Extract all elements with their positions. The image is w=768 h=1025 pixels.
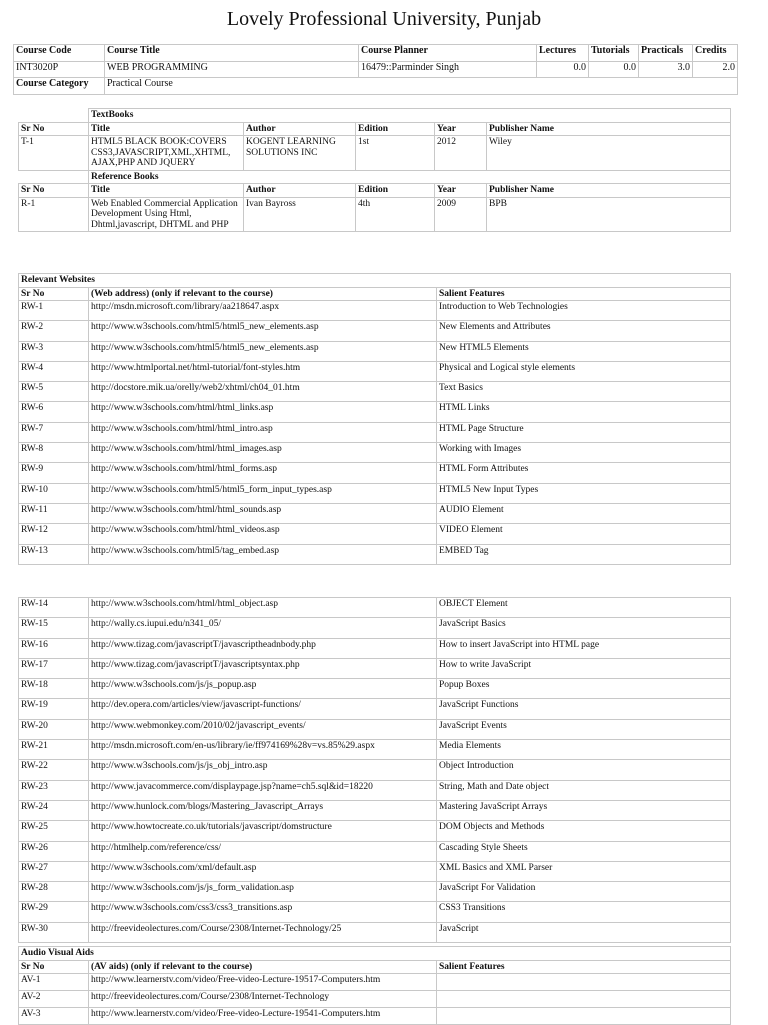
website-row-features: Object Introduction — [437, 760, 731, 780]
website-row-features: Mastering JavaScript Arrays — [437, 800, 731, 820]
website-row-address: http://www.w3schools.com/html/html_links.asp — [89, 402, 437, 422]
websites-header-srno: Sr No — [19, 287, 89, 301]
relevant-websites-table — [18, 273, 731, 565]
website-row-address: http://www.howtocreate.co.uk/tutorials/javascript/domstructure — [89, 821, 437, 841]
tutorials-value: 0.0 — [589, 61, 639, 78]
textbooks-header-author: Author — [244, 122, 356, 136]
website-row — [19, 922, 731, 942]
website-row-address: http://www.w3schools.com/html/html_images.asp — [89, 443, 437, 463]
website-row-features: String, Math and Date object — [437, 780, 731, 800]
av-row-features — [437, 974, 731, 991]
website-row — [19, 780, 731, 800]
av-row-srno: AV-1 — [19, 974, 89, 991]
av-row-address: http://www.learnerstv.com/video/Free-video-Lecture-19517-Computers.htm — [89, 974, 437, 991]
website-row-srno: RW-25 — [19, 821, 89, 841]
website-row — [19, 658, 731, 678]
website-row-address: http://msdn.microsoft.com/library/aa218647.aspx — [89, 301, 437, 321]
website-row-features: Media Elements — [437, 740, 731, 760]
website-row-srno: RW-16 — [19, 638, 89, 658]
books-table — [18, 108, 731, 232]
course-category-label: Course Category — [14, 78, 105, 95]
website-row-address: http://www.tizag.com/javascriptT/javascriptheadnbody.php — [89, 638, 437, 658]
website-row-srno: RW-15 — [19, 618, 89, 638]
website-row-address: http://www.webmonkey.com/2010/02/javascript_events/ — [89, 719, 437, 739]
website-row-srno: RW-20 — [19, 719, 89, 739]
website-row — [19, 861, 731, 881]
reference-edition: 4th — [356, 197, 435, 232]
av-row — [19, 991, 731, 1008]
website-row-srno: RW-24 — [19, 800, 89, 820]
reference-header-edition: Edition — [356, 184, 435, 198]
website-row-srno: RW-14 — [19, 598, 89, 618]
course-value-row — [14, 61, 738, 78]
websites-section-row — [19, 274, 731, 288]
website-row-address: http://www.w3schools.com/html5/html5_form_input_types.asp — [89, 483, 437, 503]
website-row-features: HTML Links — [437, 402, 731, 422]
website-row-srno: RW-8 — [19, 443, 89, 463]
website-row-address: http://docstore.mik.ua/orelly/web2/xhtml/ch04_01.htm — [89, 382, 437, 402]
website-row-srno: RW-26 — [19, 841, 89, 861]
website-row-features: Popup Boxes — [437, 679, 731, 699]
header-course-code: Course Code — [14, 45, 105, 62]
credits-value: 2.0 — [693, 61, 738, 78]
website-row-features: JavaScript — [437, 922, 731, 942]
website-row-features: JavaScript Events — [437, 719, 731, 739]
reference-header-row — [19, 184, 731, 198]
website-row-features: XML Basics and XML Parser — [437, 861, 731, 881]
website-row-srno: RW-28 — [19, 882, 89, 902]
website-row-features: How to insert JavaScript into HTML page — [437, 638, 731, 658]
website-row — [19, 618, 731, 638]
textbooks-section-row — [19, 109, 731, 123]
website-row-address: http://www.w3schools.com/js/js_obj_intro.asp — [89, 760, 437, 780]
website-row-features: Working with Images — [437, 443, 731, 463]
textbooks-header-publisher: Publisher Name — [487, 122, 731, 136]
reference-section-title: Reference Books — [89, 170, 731, 184]
website-row-srno: RW-4 — [19, 361, 89, 381]
textbooks-section-title: TextBooks — [89, 109, 731, 123]
textbook-edition: 1st — [356, 136, 435, 171]
av-section-row — [19, 947, 731, 961]
reference-header-publisher: Publisher Name — [487, 184, 731, 198]
website-row-features: Text Basics — [437, 382, 731, 402]
website-row-srno: RW-11 — [19, 503, 89, 523]
website-row — [19, 341, 731, 361]
websites-header-features: Salient Features — [437, 287, 731, 301]
website-row-address: http://www.w3schools.com/js/js_popup.asp — [89, 679, 437, 699]
websites-header-address: (Web address) (only if relevant to the course) — [89, 287, 437, 301]
website-row-srno: RW-10 — [19, 483, 89, 503]
website-row — [19, 361, 731, 381]
av-row-features — [437, 1008, 731, 1025]
website-row-address: http://wally.cs.iupui.edu/n341_05/ — [89, 618, 437, 638]
textbook-row — [19, 136, 731, 171]
website-row-srno: RW-23 — [19, 780, 89, 800]
website-row — [19, 800, 731, 820]
websites-section-title: Relevant Websites — [19, 274, 731, 288]
website-row-srno: RW-27 — [19, 861, 89, 881]
av-row — [19, 1008, 731, 1025]
reference-srno: R-1 — [19, 197, 89, 232]
website-row-srno: RW-5 — [19, 382, 89, 402]
textbook-title: HTML5 BLACK BOOK:COVERS CSS3,JAVASCRIPT,XML,XHTML, AJAX,PHP AND JQUERY — [89, 136, 244, 171]
website-row-features: VIDEO Element — [437, 524, 731, 544]
website-row-features: HTML Form Attributes — [437, 463, 731, 483]
website-row-features: EMBED Tag — [437, 544, 731, 564]
website-row-features: New HTML5 Elements — [437, 341, 731, 361]
website-row-address: http://www.htmlportal.net/html-tutorial/font-styles.htm — [89, 361, 437, 381]
website-row-features: JavaScript Functions — [437, 699, 731, 719]
av-row-srno: AV-2 — [19, 991, 89, 1008]
header-course-title: Course Title — [105, 45, 359, 62]
website-row-address: http://www.w3schools.com/html5/html5_new_elements.asp — [89, 341, 437, 361]
website-row — [19, 463, 731, 483]
website-row — [19, 882, 731, 902]
website-row-features: OBJECT Element — [437, 598, 731, 618]
course-header-row — [14, 45, 738, 62]
website-row-srno: RW-22 — [19, 760, 89, 780]
website-row — [19, 544, 731, 564]
website-row-srno: RW-19 — [19, 699, 89, 719]
website-row — [19, 483, 731, 503]
website-row-features: AUDIO Element — [437, 503, 731, 523]
av-row — [19, 974, 731, 991]
website-row-address: http://freevideolectures.com/Course/2308/Internet-Technology/25 — [89, 922, 437, 942]
textbook-author: KOGENT LEARNING SOLUTIONS INC — [244, 136, 356, 171]
website-row — [19, 841, 731, 861]
website-row-address: http://www.w3schools.com/html5/tag_embed.asp — [89, 544, 437, 564]
website-row-srno: RW-18 — [19, 679, 89, 699]
course-code: INT3020P — [14, 61, 105, 78]
website-row — [19, 760, 731, 780]
header-course-planner: Course Planner — [359, 45, 537, 62]
website-row-srno: RW-13 — [19, 544, 89, 564]
course-planner: 16479::Parminder Singh — [359, 61, 537, 78]
header-practicals: Practicals — [639, 45, 693, 62]
website-row — [19, 422, 731, 442]
website-row-srno: RW-29 — [19, 902, 89, 922]
reference-header-srno: Sr No — [19, 184, 89, 198]
av-row-features — [437, 991, 731, 1008]
textbook-srno: T-1 — [19, 136, 89, 171]
av-header-row — [19, 960, 731, 974]
textbooks-header-title: Title — [89, 122, 244, 136]
website-row-features: Physical and Logical style elements — [437, 361, 731, 381]
website-row-srno: RW-7 — [19, 422, 89, 442]
website-row — [19, 821, 731, 841]
website-row — [19, 679, 731, 699]
website-row — [19, 443, 731, 463]
website-row-srno: RW-2 — [19, 321, 89, 341]
website-row-address: http://www.javacommerce.com/displaypage.jsp?name=ch5.sql&id=18220 — [89, 780, 437, 800]
website-row-address: http://www.w3schools.com/js/js_form_validation.asp — [89, 882, 437, 902]
website-row-address: http://msdn.microsoft.com/en-us/library/ie/ff974169%28v=vs.85%29.aspx — [89, 740, 437, 760]
textbook-publisher: Wiley — [487, 136, 731, 171]
website-row — [19, 503, 731, 523]
textbook-year: 2012 — [435, 136, 487, 171]
textbooks-header-edition: Edition — [356, 122, 435, 136]
website-row — [19, 699, 731, 719]
website-row — [19, 382, 731, 402]
website-row-features: DOM Objects and Methods — [437, 821, 731, 841]
website-row — [19, 902, 731, 922]
website-row-srno: RW-12 — [19, 524, 89, 544]
website-row-features: How to write JavaScript — [437, 658, 731, 678]
website-row — [19, 740, 731, 760]
practicals-value: 3.0 — [639, 61, 693, 78]
reference-header-title: Title — [89, 184, 244, 198]
website-row-srno: RW-30 — [19, 922, 89, 942]
website-row — [19, 719, 731, 739]
website-row-address: http://www.w3schools.com/xml/default.asp — [89, 861, 437, 881]
website-row — [19, 301, 731, 321]
website-row-features: HTML5 New Input Types — [437, 483, 731, 503]
website-row-srno: RW-6 — [19, 402, 89, 422]
website-row-address: http://www.w3schools.com/html/html_object.asp — [89, 598, 437, 618]
website-row-srno: RW-1 — [19, 301, 89, 321]
website-row-features: JavaScript Basics — [437, 618, 731, 638]
reference-header-year: Year — [435, 184, 487, 198]
website-row-features: Introduction to Web Technologies — [437, 301, 731, 321]
website-row-srno: RW-21 — [19, 740, 89, 760]
reference-author: Ivan Bayross — [244, 197, 356, 232]
website-row-address: http://www.w3schools.com/html/html_forms.asp — [89, 463, 437, 483]
av-section-title: Audio Visual Aids — [19, 947, 731, 961]
website-row-address: http://www.w3schools.com/css3/css3_transitions.asp — [89, 902, 437, 922]
audio-visual-aids-table — [18, 946, 731, 1025]
textbooks-header-srno: Sr No — [19, 122, 89, 136]
website-row-address: http://www.w3schools.com/html/html_sounds.asp — [89, 503, 437, 523]
websites-header-row — [19, 287, 731, 301]
website-row — [19, 638, 731, 658]
website-row — [19, 524, 731, 544]
course-category-row — [14, 78, 738, 95]
website-row — [19, 402, 731, 422]
website-row-address: http://dev.opera.com/articles/view/javascript-functions/ — [89, 699, 437, 719]
reference-publisher: BPB — [487, 197, 731, 232]
website-row-features: Cascading Style Sheets — [437, 841, 731, 861]
textbooks-header-row — [19, 122, 731, 136]
reference-title: Web Enabled Commercial Application Development Using Html, Dhtml,javascript, DHTML and PHP — [89, 197, 244, 232]
course-title: WEB PROGRAMMING — [105, 61, 359, 78]
av-row-address: http://www.learnerstv.com/video/Free-video-Lecture-19541-Computers.htm — [89, 1008, 437, 1025]
course-category-value: Practical Course — [105, 78, 738, 95]
av-header-features: Salient Features — [437, 960, 731, 974]
av-row-address: http://freevideolectures.com/Course/2308/Internet-Technology — [89, 991, 437, 1008]
website-row-address: http://www.w3schools.com/html/html_videos.asp — [89, 524, 437, 544]
header-lectures: Lectures — [537, 45, 589, 62]
website-row-address: http://www.w3schools.com/html/html_intro.asp — [89, 422, 437, 442]
course-info-table — [13, 44, 738, 95]
website-row-features: HTML Page Structure — [437, 422, 731, 442]
header-credits: Credits — [693, 45, 738, 62]
website-row-srno: RW-9 — [19, 463, 89, 483]
lectures-value: 0.0 — [537, 61, 589, 78]
reference-section-row — [19, 170, 731, 184]
website-row-address: http://www.tizag.com/javascriptT/javascriptsyntax.php — [89, 658, 437, 678]
reference-header-author: Author — [244, 184, 356, 198]
website-row — [19, 598, 731, 618]
av-header-address: (AV aids) (only if relevant to the course) — [89, 960, 437, 974]
website-row — [19, 321, 731, 341]
university-title: Lovely Professional University, Punjab — [226, 8, 542, 30]
relevant-websites-table-continued — [18, 597, 731, 943]
header-tutorials: Tutorials — [589, 45, 639, 62]
website-row-srno: RW-17 — [19, 658, 89, 678]
av-row-srno: AV-3 — [19, 1008, 89, 1025]
reference-row — [19, 197, 731, 232]
textbooks-header-year: Year — [435, 122, 487, 136]
reference-year: 2009 — [435, 197, 487, 232]
website-row-features: CSS3 Transitions — [437, 902, 731, 922]
website-row-address: http://www.w3schools.com/html5/html5_new_elements.asp — [89, 321, 437, 341]
website-row-address: http://www.hunlock.com/blogs/Mastering_Javascript_Arrays — [89, 800, 437, 820]
website-row-address: http://htmlhelp.com/reference/css/ — [89, 841, 437, 861]
av-header-srno: Sr No — [19, 960, 89, 974]
website-row-features: JavaScript For Validation — [437, 882, 731, 902]
website-row-features: New Elements and Attributes — [437, 321, 731, 341]
website-row-srno: RW-3 — [19, 341, 89, 361]
